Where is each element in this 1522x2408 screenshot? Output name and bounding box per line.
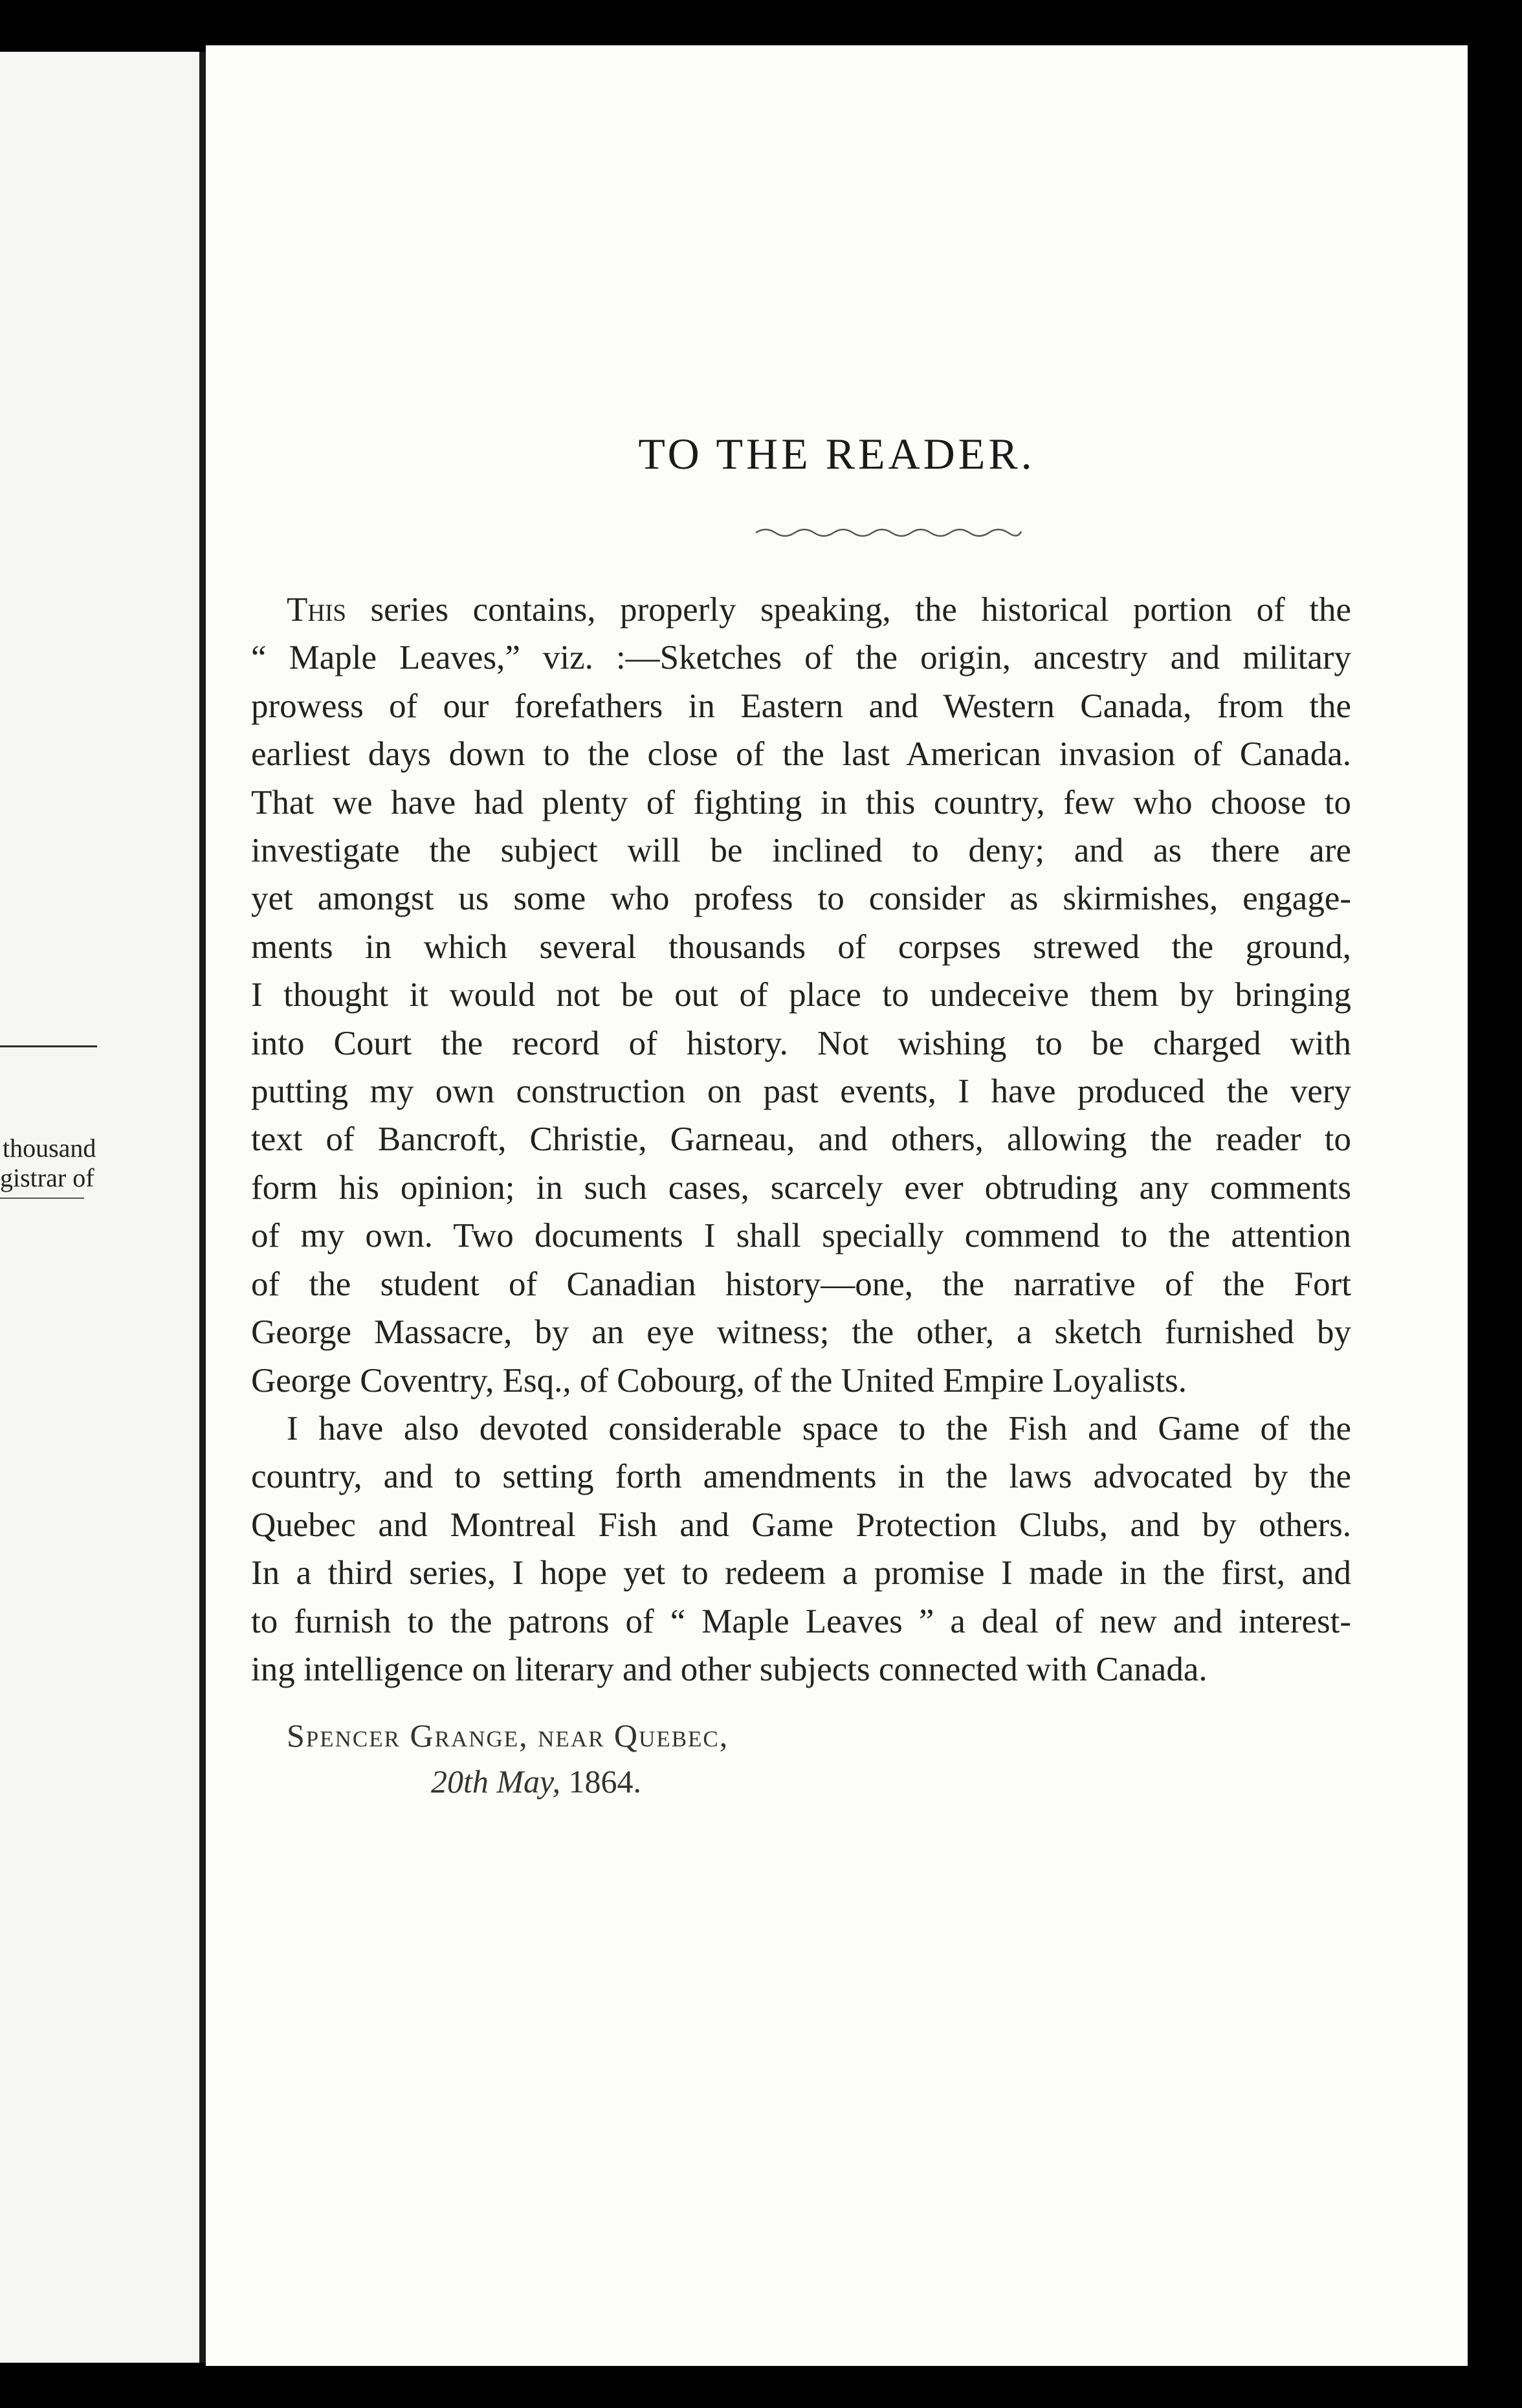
gutter-shadow: [199, 52, 206, 2363]
text-line: of my own. Two documents I shall specially commend to the attention: [251, 1217, 1351, 1255]
text-line: I have also devoted considerable space to the Fish and Game of the: [287, 1409, 1351, 1447]
text-line: text of Bancroft, Christie, Garneau, and others, allowing the reader to: [251, 1120, 1351, 1159]
text-line: George Massacre, by an eye witness; the other, a sketch furnished by: [251, 1313, 1351, 1352]
text-line: to furnish to the patrons of “ Maple Leaves ” a deal of new and interest-: [251, 1602, 1351, 1640]
text-line: investigate the subject will be inclined to deny; and as there are: [251, 832, 1351, 870]
text-line: In a third series, I hope yet to redeem a promise I made in the first, and: [251, 1554, 1351, 1592]
text-line: ing intelligence on literary and other subjects connected with Canada.: [251, 1650, 1208, 1688]
text-line: George Coventry, Esq., of Cobourg, of the United Empire Loyalists.: [251, 1361, 1187, 1399]
text-line: into Court the record of history. Not wishing to be charged with: [251, 1024, 1351, 1062]
body-text: [251, 586, 1351, 1693]
signature-date-day: 20th May,: [431, 1763, 560, 1800]
text-line: This series contains, properly speaking, the historical portion of the: [287, 591, 1351, 629]
adjacent-page-word: thousand: [3, 1133, 96, 1163]
text-line: of the student of Canadian history—one, the narrative of the Fort: [251, 1265, 1351, 1303]
text-line: “ Maple Leaves,” viz. :—Sketches of the origin, ancestry and military: [251, 639, 1351, 677]
text-line: yet amongst us some who profess to consider as skirmishes, engage-: [251, 880, 1351, 918]
adjacent-page-rule: [0, 1198, 84, 1199]
text-line: Quebec and Montreal Fish and Game Protection Clubs, and by others.: [251, 1506, 1351, 1544]
text-line: form his opinion; in such cases, scarcely ever obtruding any comments: [251, 1168, 1351, 1207]
book-page: [206, 45, 1468, 2366]
text-line: That we have had plenty of fighting in this country, few who choose to: [251, 783, 1351, 821]
text-line: prowess of our forefathers in Eastern and Western Canada, from the: [251, 687, 1351, 725]
text-line: earliest days down to the close of the last American invasion of Canada.: [251, 735, 1351, 774]
signature-date-year: 1864.: [560, 1763, 641, 1800]
page-title: TO THE READER.: [638, 429, 1035, 478]
adjacent-page: [0, 52, 199, 2363]
text-line: ments in which several thousands of corpses strewed the ground,: [251, 928, 1351, 966]
text-line: country, and to setting forth amendments in the laws advocated by the: [251, 1458, 1351, 1496]
adjacent-page-rule: [0, 1045, 97, 1047]
text-line: I thought it would not be out of place to undeceive them by bringing: [251, 976, 1351, 1014]
text-line: putting my own construction on past events, I have produced the very: [251, 1073, 1351, 1111]
paragraph-lead: This: [287, 591, 346, 629]
adjacent-page-word: gistrar of: [0, 1163, 94, 1192]
ornament-divider: [753, 521, 1024, 541]
signature-place: Spencer Grange, near Quebec,: [287, 1717, 729, 1754]
signature-date: [431, 1763, 641, 1800]
